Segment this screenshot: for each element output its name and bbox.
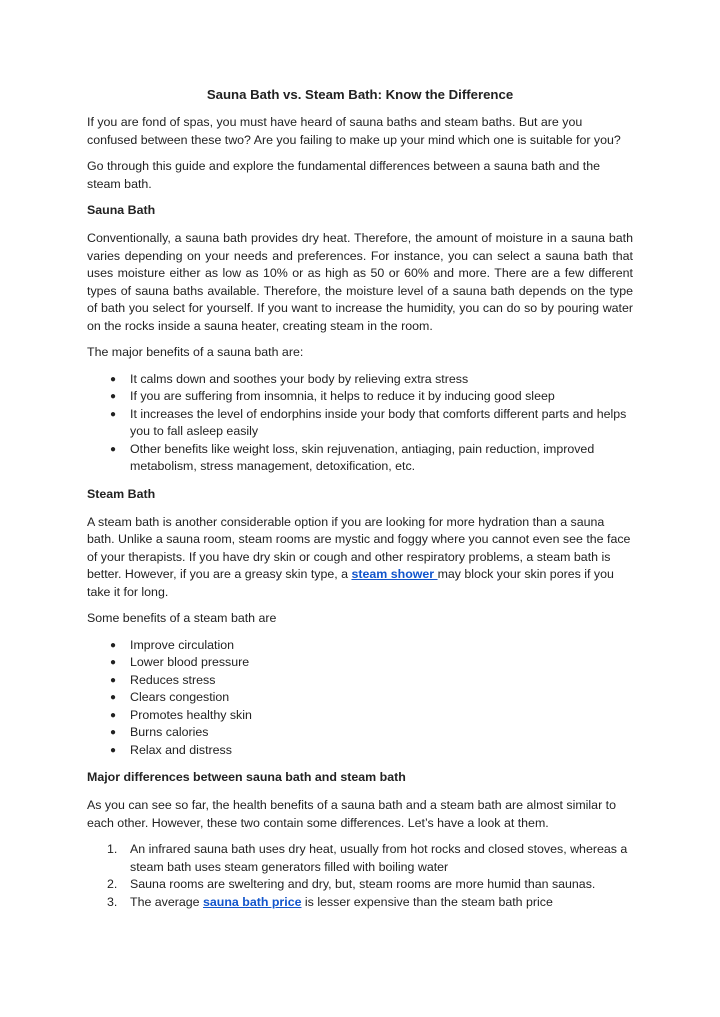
list-item: ● Improve circulation xyxy=(87,637,633,655)
bullet-icon: ● xyxy=(110,639,117,651)
differences-paragraph: As you can see so far, the health benefits of a sauna bath and a steam bath are almost similar to each other. However, these two contain some differences. Let’s have a look at them. xyxy=(87,798,616,830)
list-item: ● It calms down and soothes your body by relieving extra stress xyxy=(87,371,633,389)
steam-heading: Steam Bath xyxy=(87,486,156,501)
intro-paragraph-2: Go through this guide and explore the fundamental differences between a sauna bath and the steam bath. xyxy=(87,159,600,191)
steam-paragraph: A steam bath is another considerable option if you are looking for more hydration than a sauna bath. Unlike a sauna room, steam rooms are mystic and foggy where you cannot even see the face of your therapists. If you have dry skin or cough and other respiratory problems, a steam bath is better. However, if you are a greasy skin type, a steam shower may block your skin pores if you take it for long. xyxy=(87,514,631,599)
list-item: ● It increases the level of endorphins inside your body that comforts different parts and helps you to fall asleep easily xyxy=(110,406,627,438)
steam-shower-link[interactable]: steam shower xyxy=(351,567,438,581)
list-item: 1. An infrared sauna bath uses dry heat, usually from hot rocks and closed stoves, whereas a steam bath uses steam generators filled with boiling water xyxy=(107,842,628,874)
sauna-benefits-intro: The major benefits of a sauna bath are: xyxy=(87,345,304,359)
list-item: ● Burns calories xyxy=(87,724,633,742)
bullet-icon: ● xyxy=(110,443,117,455)
steam-benefits-list xyxy=(87,637,633,760)
bullet-icon: ● xyxy=(110,373,117,385)
list-item: ● If you are suffering from insomnia, it helps to reduce it by inducing good sleep xyxy=(87,388,633,406)
list-item: ● Relax and distress xyxy=(87,742,633,760)
sauna-bath-price-link[interactable]: sauna bath price xyxy=(203,894,302,909)
intro-paragraph-1: If you are fond of spas, you must have heard of sauna baths and steam baths. But are you confused between these two? Are you failing to make up your mind which one is suitable for you? xyxy=(87,115,621,147)
list-item: ● Promotes healthy skin xyxy=(87,707,633,725)
bullet-icon: ● xyxy=(110,657,117,668)
bullet-icon: ● xyxy=(110,674,117,686)
bullet-icon: ● xyxy=(110,391,117,402)
differences-list xyxy=(87,841,633,911)
page-title: Sauna Bath vs. Steam Bath: Know the Difference xyxy=(206,87,514,102)
bullet-icon: ● xyxy=(110,709,117,721)
list-item: 2. Sauna rooms are sweltering and dry, but, steam rooms are more humid than saunas. xyxy=(107,877,596,891)
list-item: 3. The average sauna bath price is lesser expensive than the steam bath price xyxy=(107,894,553,909)
bullet-icon: ● xyxy=(110,408,117,420)
sauna-heading: Sauna Bath xyxy=(87,203,156,217)
list-item: ● Reduces stress xyxy=(87,672,633,690)
differences-heading: Major differences between sauna bath and steam bath xyxy=(87,770,406,784)
list-item: ● Lower blood pressure xyxy=(87,654,633,672)
bullet-icon: ● xyxy=(110,727,117,738)
sauna-paragraph: Conventionally, a sauna bath provides dry heat. Therefore, the amount of moisture in a sauna bath varies depending on your needs and preferences. For instance, you can select a sauna bath that uses moisture either as low as 10% or as high as 50 or 60% and more. There are a few different types of sauna baths available. Therefore, the moisture level of a sauna bath depends on the type of bath you select for yourself. If you want to increase the humidity, you can do so by pouring water on the rocks inside a sauna heater, creating steam in the room. xyxy=(87,231,633,333)
list-item: ● Other benefits like weight loss, skin rejuvenation, antiaging, pain reduction, improved metabolism, stress management, detoxification, etc. xyxy=(110,441,595,473)
list-item: ● Clears congestion xyxy=(87,689,633,707)
bullet-icon: ● xyxy=(110,692,117,703)
bullet-icon: ● xyxy=(110,744,117,756)
steam-benefits-intro: Some benefits of a steam bath are xyxy=(87,611,277,625)
document-body xyxy=(87,86,633,921)
sauna-benefits-list xyxy=(87,371,633,476)
